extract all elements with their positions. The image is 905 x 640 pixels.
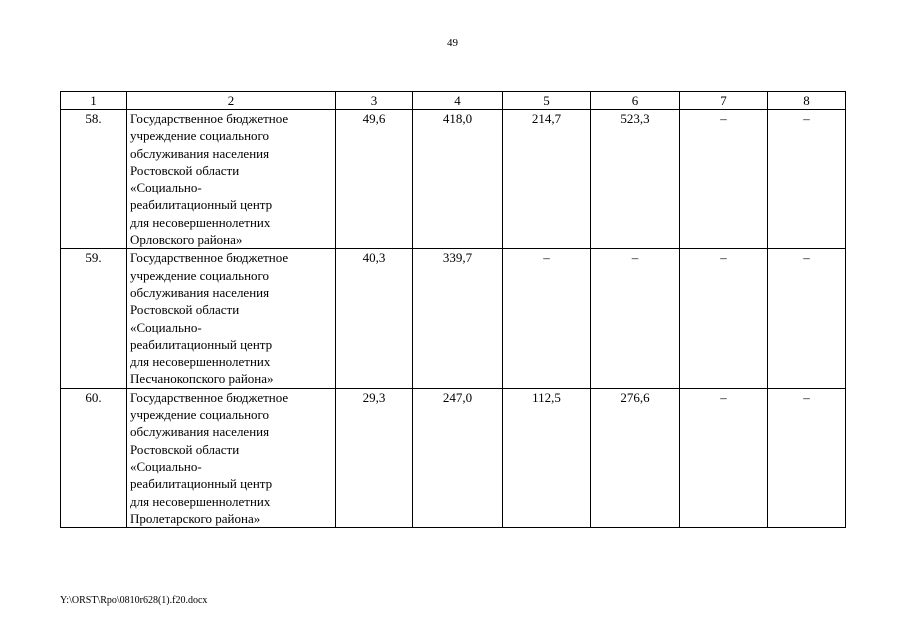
- name-line: Ростовской области: [130, 162, 240, 178]
- name-line: учреждение социального: [130, 128, 270, 144]
- column-header: 1: [61, 92, 127, 110]
- value-cell: 112,5: [503, 388, 591, 527]
- row-number: 59.: [61, 249, 127, 388]
- column-header: 3: [336, 92, 413, 110]
- name-line: Государственное бюджетное: [130, 111, 289, 126]
- name-line: Пролетарского района»: [130, 510, 261, 526]
- name-line: реабилитационный центр: [130, 476, 273, 492]
- value-cell: 49,6: [336, 110, 413, 249]
- document-file-path: Y:\ORST\Rpo\0810r628(1).f20.docx: [60, 595, 208, 606]
- name-line: реабилитационный центр: [130, 197, 273, 213]
- table-row: [61, 249, 846, 388]
- name-line: «Социально-: [130, 180, 202, 196]
- row-number: 58.: [61, 110, 127, 249]
- table-header-row: [61, 92, 846, 110]
- row-number: 60.: [61, 388, 127, 527]
- value-cell: 418,0: [413, 110, 503, 249]
- name-line: Песчанокопского района»: [130, 371, 274, 387]
- column-header: 7: [680, 92, 768, 110]
- institution-name: [127, 110, 336, 249]
- value-cell: –: [768, 110, 846, 249]
- column-header: 6: [591, 92, 680, 110]
- name-line: учреждение социального: [130, 407, 270, 423]
- value-cell: 214,7: [503, 110, 591, 249]
- name-line: Государственное бюджетное: [130, 250, 289, 266]
- value-cell: 29,3: [336, 388, 413, 527]
- data-table: [60, 91, 846, 528]
- column-header: 5: [503, 92, 591, 110]
- value-cell: 40,3: [336, 249, 413, 388]
- name-line: обслуживания населения: [130, 284, 270, 300]
- name-line: учреждение социального: [130, 267, 270, 283]
- value-cell: –: [503, 249, 591, 388]
- value-cell: 247,0: [413, 388, 503, 527]
- name-line: для несовершеннолетних: [130, 214, 271, 230]
- name-line: обслуживания населения: [130, 145, 270, 161]
- value-cell: –: [680, 249, 768, 388]
- column-header: 8: [768, 92, 846, 110]
- value-cell: –: [680, 110, 768, 249]
- name-line: обслуживания населения: [130, 424, 270, 440]
- institution-name: [127, 249, 336, 388]
- name-line: Государственное бюджетное: [130, 389, 289, 405]
- table-row: [61, 110, 846, 249]
- value-cell: –: [768, 249, 846, 388]
- name-line: Орловского района»: [130, 232, 243, 248]
- value-cell: 276,6: [591, 388, 680, 527]
- name-line: Ростовской области: [130, 302, 240, 318]
- value-cell: –: [680, 388, 768, 527]
- name-line: для несовершеннолетних: [130, 493, 271, 509]
- institution-name: [127, 388, 336, 527]
- value-cell: –: [768, 388, 846, 527]
- name-line: «Социально-: [130, 319, 202, 335]
- name-line: «Социально-: [130, 458, 202, 474]
- name-line: для несовершеннолетних: [130, 354, 271, 370]
- name-line: реабилитационный центр: [130, 336, 273, 352]
- table-row: [61, 388, 846, 527]
- value-cell: 339,7: [413, 249, 503, 388]
- value-cell: –: [591, 249, 680, 388]
- column-header: 4: [413, 92, 503, 110]
- page-number: 49: [447, 37, 458, 49]
- name-line: Ростовской области: [130, 441, 240, 457]
- value-cell: 523,3: [591, 110, 680, 249]
- column-header: 2: [127, 92, 336, 110]
